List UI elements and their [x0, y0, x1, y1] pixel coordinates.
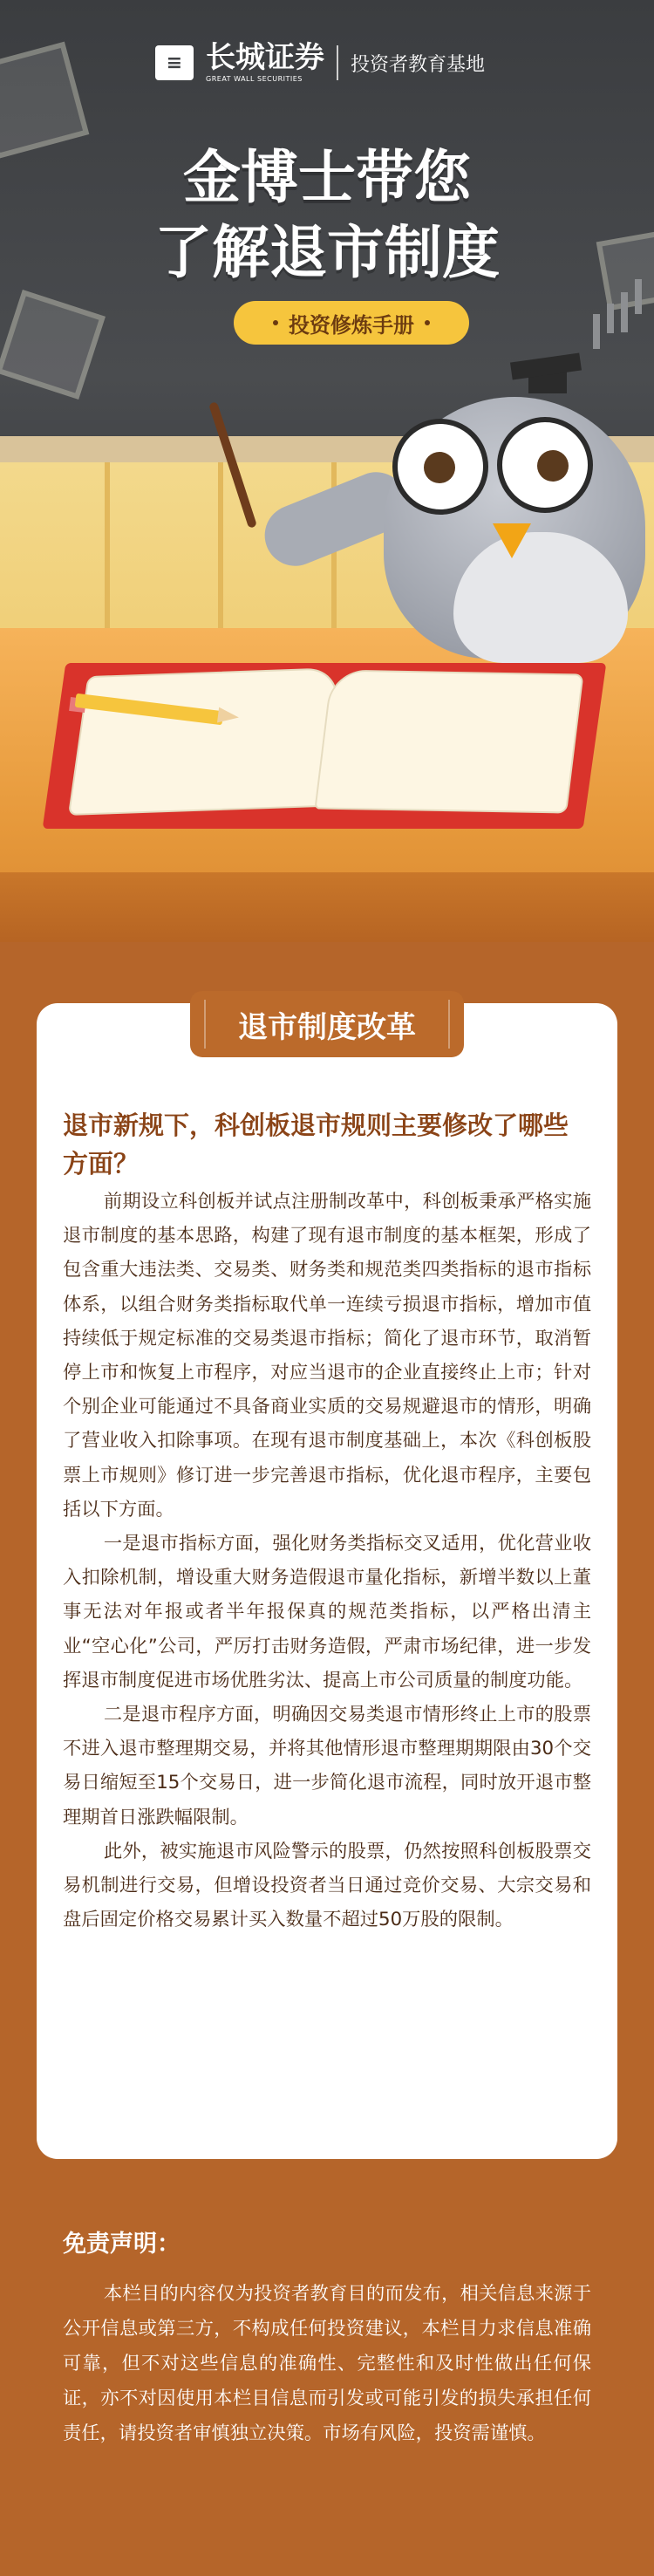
hanging-frame-lower-left	[0, 290, 106, 400]
chart-candle	[621, 292, 628, 332]
pill-dot	[273, 320, 278, 325]
chart-candle	[607, 304, 614, 333]
brand-name: 长城证券	[206, 40, 324, 75]
pill-dot	[425, 320, 430, 325]
owl-pupil	[424, 452, 455, 483]
brand-divider	[337, 45, 338, 80]
chart-candle	[593, 314, 600, 349]
brand-header	[155, 42, 485, 84]
article-paragraph: 二是退市程序方面，明确因交易类退市情形终止上市的股票不进入退市整理期交易，并将其他情形退市整理期期限由30个交易日缩短至15个交易日，进一步简化退市流程，同时放开退市整理期首日涨跌幅限制。	[63, 1704, 591, 1828]
section-tab: 退市制度改革	[190, 991, 464, 1057]
brand-subtitle: 投资者教育基地	[351, 53, 486, 76]
wall-stripe	[218, 462, 223, 637]
wall-stripe	[105, 462, 110, 637]
owl-beak	[493, 523, 531, 558]
great-wall-logo-icon: ≡	[155, 45, 194, 80]
pill-label: 投资修炼手册	[289, 312, 414, 338]
hero-banner	[0, 0, 654, 942]
handbook-pill	[234, 301, 469, 345]
book-page-right	[314, 669, 583, 813]
disclaimer-text: 本栏目的内容仅为投资者教育目的而发布，相关信息来源于公开信息或第三方，不构成任何投资建议，本栏目力求信息准确可靠，但不对这些信息的准确性、完整性和及时性做出任何保证，亦不对因使用本栏目信息而引发或可能引发的损失承担任何责任，请投资者审慎独立决策。市场有风险，投资需谨慎。	[63, 2283, 591, 2444]
article-paragraph: 一是退市指标方面，强化财务类指标交叉适用，优化营业收入扣除机制，增设重大财务造假退市量化指标，新增半数以上董事无法对年报或者半年报保真的规范类指标，以严格出清主业“空心化”公司，严厉打击财务造假，严肃市场纪律，进一步发挥退市制度促进市场优胜劣汰、提高上市公司质量的制度功能。	[63, 1533, 591, 1691]
brand-name-en: GREAT WALL SECURITIES	[206, 75, 303, 83]
owl-pupil	[537, 450, 569, 482]
article-paragraph: 前期设立科创板并试点注册制改革中，科创板秉承严格实施退市制度的基本思路，构建了现有退市制度的基本框架，形成了包含重大违法类、交易类、财务类和规范类四类指标的退市指标体系，以组合财务类指标取代单一连续亏损退市指标，增加市值持续低于规定标准的交易类退市指标；简化了退市环节，取消暂停上市和恢复上市程序，对应当退市的企业直接终止上市；针对个别企业可能通过不具备商业实质的交易规避退市的情形，明确了营业收入扣除事项。在现有退市制度基础上，本次《科创板股票上市规则》修订进一步完善退市指标，优化退市程序，主要包括以下方面。	[63, 1191, 591, 1520]
owl-right-eye	[497, 417, 593, 513]
disclaimer-title: 免责声明：	[63, 2231, 181, 2258]
brand-name-block	[206, 40, 324, 83]
book-page-left	[68, 667, 342, 816]
owl-left-eye	[392, 419, 488, 515]
pencil-tip	[217, 707, 240, 726]
article-paragraph: 此外，被实施退市风险警示的股票，仍然按照科创板股票交易机制进行交易，但增设投资者当日通过竞价交易、大宗交易和盘后固定价格交易累计买入数量不超过50万股的限制。	[63, 1840, 591, 1931]
desk-edge	[0, 872, 654, 942]
hero-title-line-2: 了解退市制度	[154, 219, 500, 286]
hero-title-line-1: 金博士带您	[183, 144, 471, 211]
article-body	[63, 1185, 591, 1937]
article-headline: 退市新规下，科创板退市规则主要修改了哪些方面？	[63, 1110, 569, 1179]
